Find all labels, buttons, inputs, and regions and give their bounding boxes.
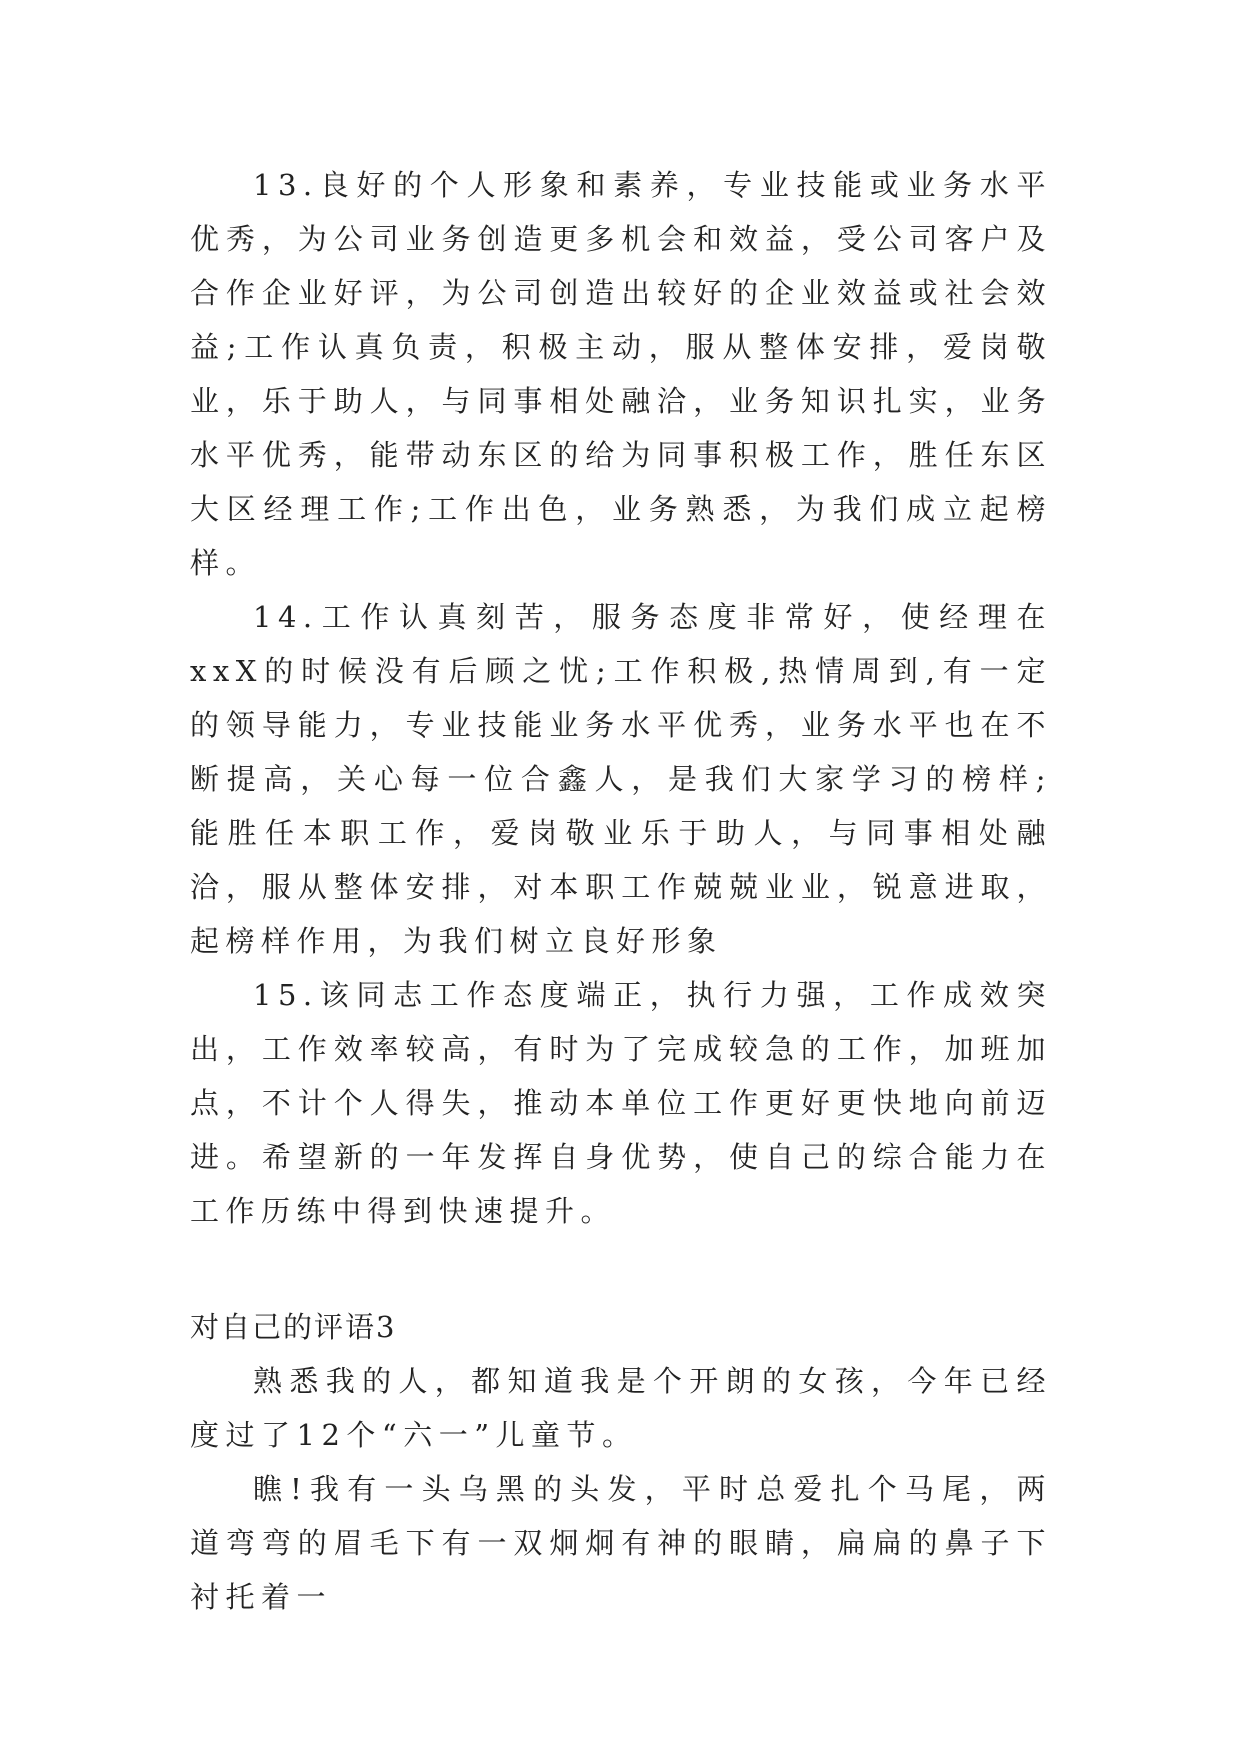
document-body <box>190 158 1052 1624</box>
section-heading: 对自己的评语3 <box>190 1310 397 1344</box>
paragraph-13: 13.良好的个人形象和素养，专业技能或业务水平优秀，为公司业务创造更多机会和效益，受公司客户及合作企业好评，为公司创造出较好的企业效益或社会效益;工作认真负责，积极主动，服从整体安排，爱岗敬业，乐于助人，与同事相处融洽，业务知识扎实，业务水平优秀，能带动东区的给为同事积极工作，胜任东区大区经理工作;工作出色，业务熟悉，为我们成立起榜样。 <box>190 168 1052 580</box>
section-paragraph-1: 熟悉我的人，都知道我是个开朗的女孩，今年已经度过了12个“六一”儿童节。 <box>190 1364 1052 1452</box>
section-paragraph-2: 瞧!我有一头乌黑的头发，平时总爱扎个马尾，两道弯弯的眉毛下有一双炯炯有神的眼睛，扁扁的鼻子下衬托着一 <box>190 1472 1052 1614</box>
paragraph-15: 15.该同志工作态度端正，执行力强，工作成效突出，工作效率较高，有时为了完成较急的工作，加班加点，不计个人得失，推动本单位工作更好更快地向前迈进。希望新的一年发挥自身优势，使自己的综合能力在工作历练中得到快速提升。 <box>190 978 1052 1228</box>
paragraph-14: 14.工作认真刻苦，服务态度非常好，使经理在xxX的时候没有后顾之忧;工作积极,热情周到,有一定的领导能力，专业技能业务水平优秀，业务水平也在不断提高，关心每一位合鑫人，是我们大家学习的榜样;能胜任本职工作，爱岗敬业乐于助人，与同事相处融洽，服从整体安排，对本职工作兢兢业业，锐意进取，起榜样作用，为我们树立良好形象 <box>190 600 1052 958</box>
